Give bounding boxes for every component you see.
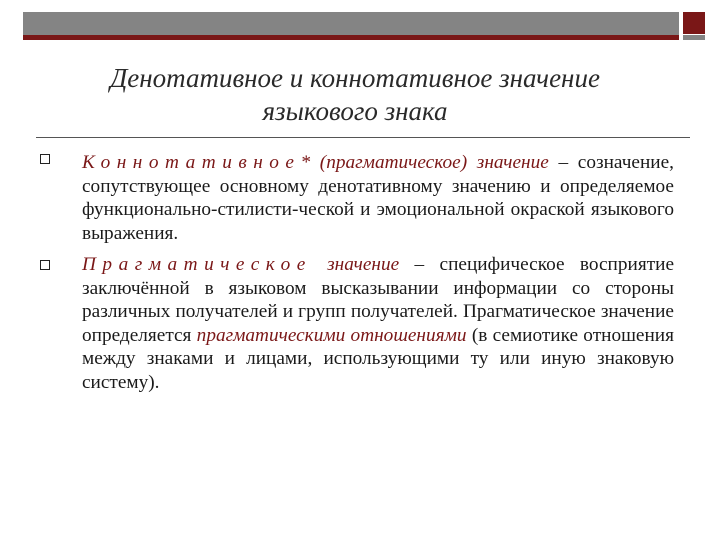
bullet-text: созначение, сопутствующее основному денотативному значению и определяемое функционально-стилисти-ческой и эмоциональной окраской языкового выражения. [82, 152, 674, 244]
term-dash: – [548, 152, 569, 173]
header-stripe [23, 35, 679, 40]
title-line-2: языкового знака [262, 96, 448, 126]
title-line-1: Денотативное и коннотативное значение [110, 63, 600, 93]
bullet-square-icon [40, 154, 50, 164]
term-connotative: Коннотативное [82, 152, 301, 173]
term-pragmatic: Прагматическое [82, 254, 312, 275]
bullet-item-connotative [82, 151, 674, 245]
bullet-text-after: (в семиотике отношения между знаками и лицами, использующими ту или иную знаковую систему). [82, 324, 674, 393]
corner-square [683, 12, 705, 34]
emphasis-text: прагматическими отношениями [196, 324, 467, 346]
slide-title [40, 62, 670, 128]
term-mark: * [300, 152, 311, 173]
bullet-text-before: – специфическое восприятие заключённой в языковом высказывании информации со стороны различных получателей и групп получателей. Прагматическое значение определяется [82, 254, 674, 346]
corner-square-stripe [683, 35, 705, 40]
bullet-item-pragmatic [82, 253, 674, 394]
term-suffix: (прагматическое) значение [310, 152, 549, 173]
bullet-square-icon [40, 260, 50, 270]
term-suffix: значение [311, 254, 400, 275]
title-divider [36, 137, 690, 138]
